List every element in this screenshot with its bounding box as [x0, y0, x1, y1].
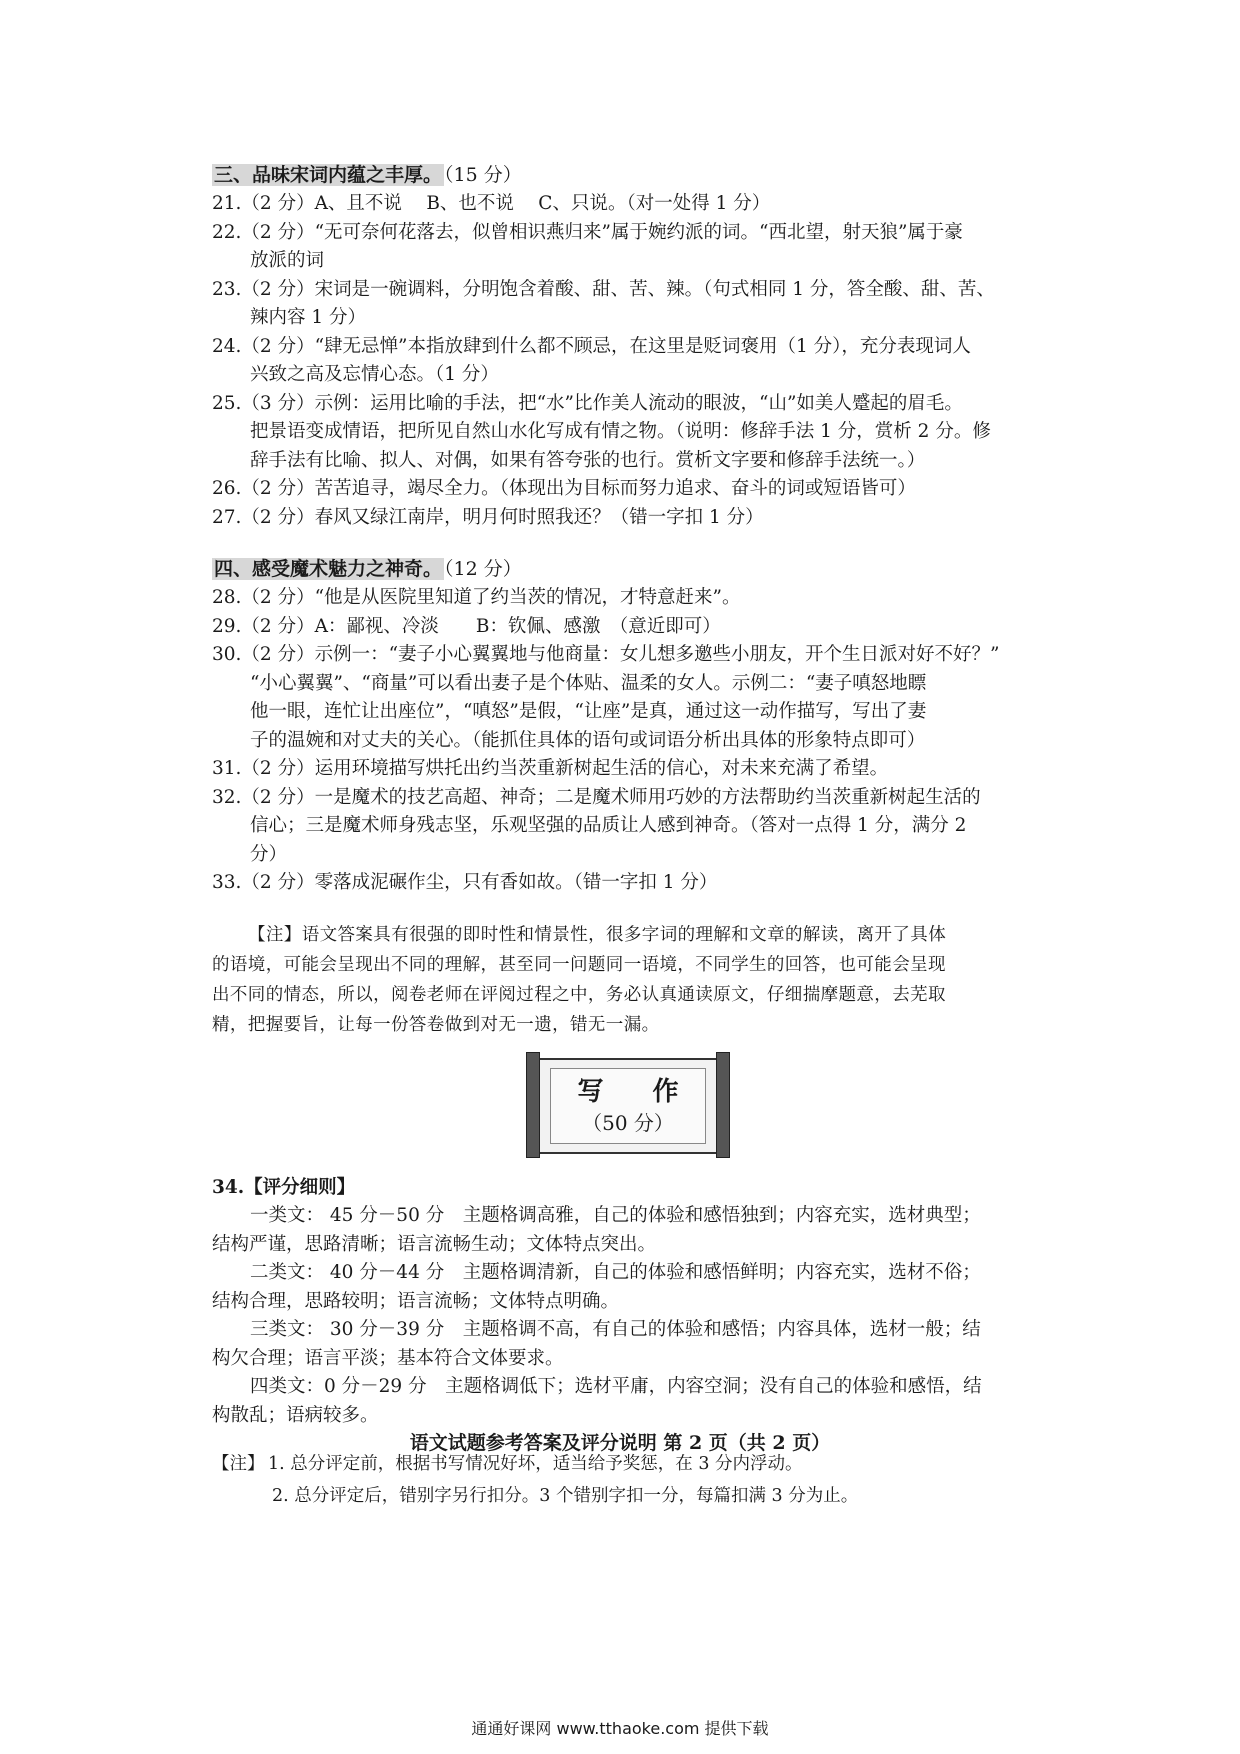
writing-banner	[212, 1048, 1042, 1166]
answer-23: 23.（2 分）宋词是一碗调料，分明饱含着酸、甜、苦、辣。（句式相同 1 分，答全酸、甜、苦、	[212, 278, 995, 300]
grading-note-line-4: 精，把握要旨，让每一份答卷做到对无一遗，错无一漏。	[212, 1014, 660, 1035]
answer-24-cont: 兴致之高及忘情心态。（1 分）	[250, 364, 499, 385]
rubric-class-1: 一类文： 45 分－50 分 主题格调高雅，自己的体验和感悟独到；内容充实，选材典型；	[250, 1205, 981, 1226]
answer-33: 33.（2 分）零落成泥碾作尘，只有香如故。（错一字扣 1 分）	[212, 872, 718, 893]
answer-32-cont-2: 分）	[250, 843, 288, 865]
answer-24: 24.（2 分）“肆无忌惮”本指放肆到什么都不顾忌，在这里是贬词褒用（1 分），充分表现词人	[212, 335, 971, 357]
final-note-label: 【注】	[212, 1454, 265, 1474]
section-3-heading	[212, 160, 1042, 190]
rubric-heading: 34.【评分细则】	[212, 1176, 356, 1198]
final-note	[212, 1448, 1042, 1512]
section-4-title: 四、感受魔术魅力之神奇。	[214, 558, 443, 580]
section-3-points: （15 分）	[444, 164, 522, 186]
answer-25-cont-2: 辞手法有比喻、拟人、对偶，如果有答夸张的也行。赏析文字要和修辞手法统一。）	[250, 449, 926, 471]
answer-31: 31.（2 分）运用环境描写烘托出约当茨重新树起生活的信心，对未来充满了希望。	[212, 758, 889, 779]
writing-points: （50 分）	[582, 1110, 674, 1135]
rubric-class-4: 四类文：0 分－29 分 主题格调低下；选材平庸，内容空洞；没有自己的体验和感悟，结	[250, 1376, 982, 1397]
writing-title: 写 作	[577, 1076, 699, 1107]
scroll-inner	[550, 1068, 706, 1144]
answer-25-cont-1: 把景语变成情语，把所见自然山水化写成有情之物。（说明：修辞手法 1 分，赏析 2 分。修	[250, 421, 991, 442]
grading-note-line-1: 【注】语文答案具有很强的即时性和情景性，很多字词的理解和文章的解读，离开了具体	[248, 924, 947, 945]
page-footer: 语文试题参考答案及评分说明 第 2 页（共 2 页）	[409, 1432, 831, 1454]
grading-note	[212, 920, 1042, 1040]
page-content	[212, 160, 1042, 1512]
final-note-item-2: 2. 总分评定后，错别字另行扣分。3 个错别字扣一分，每篇扣满 3 分为止。	[272, 1486, 859, 1506]
rubric-class-3-cont: 构欠合理；语言平淡；基本符合文体要求。	[212, 1347, 564, 1369]
answer-25: 25.（3 分）示例：运用比喻的手法，把“水”比作美人流动的眼波，“山”如美人蹙起的眉毛。	[212, 392, 963, 414]
answer-21: 21.（2 分）A、且不说 B、也不说 C、只说。（对一处得 1 分）	[212, 193, 771, 214]
answer-22-cont: 放派的词	[250, 250, 325, 271]
rubric-class-1-cont: 结构严谨，思路清晰；语言流畅生动；文体特点突出。	[212, 1233, 657, 1255]
answer-22: 22.（2 分）“无可奈何花落去，似曾相识燕归来”属于婉约派的词。“西北望，射天狼”属于豪	[212, 221, 963, 243]
answer-27: 27.（2 分）春风又绿江南岸，明月何时照我还？（错一字扣 1 分）	[212, 506, 764, 528]
grading-note-line-3: 出不同的情态，所以，阅卷老师在评阅过程之中，务必认真通读原文，仔细揣摩题意，去芜取	[212, 984, 946, 1005]
answer-26: 26.（2 分）苦苦追寻，竭尽全力。（体现出为目标而努力追求、奋斗的词或短语皆可）	[212, 478, 916, 499]
rubric-class-2-cont: 结构合理，思路较明；语言流畅；文体特点明确。	[212, 1290, 620, 1312]
section-4-heading	[212, 554, 1042, 584]
answer-32-cont-1: 信心；三是魔术师身残志坚，乐观坚强的品质让人感到神奇。（答对一点得 1 分，满分 2	[250, 815, 967, 836]
grading-note-line-2: 的语境，可能会呈现出不同的理解，甚至同一问题同一语境，不同学生的回答，也可能会呈现	[212, 954, 946, 975]
scroll-frame	[538, 1058, 718, 1154]
answer-32: 32.（2 分）一是魔术的技艺高超、神奇；二是魔术师用巧妙的方法帮助约当茨重新树起生活的	[212, 786, 981, 808]
download-credit: 通通好课网 www.tthaoke.com 提供下载	[471, 1719, 769, 1738]
answer-30-cont-3: 子的温婉和对丈夫的关心。（能抓住具体的语句或词语分析出具体的形象特点即可）	[250, 729, 926, 751]
section-4-points: （12 分）	[444, 558, 522, 580]
rubric-class-3: 三类文： 30 分－39 分 主题格调不高，有自己的体验和感悟；内容具体，选材一般；结	[250, 1319, 981, 1340]
rubric-class-4-cont: 构散乱；语病较多。	[212, 1404, 379, 1426]
answer-29: 29.（2 分）A：鄙视、冷淡 B：钦佩、感激 （意近即可）	[212, 615, 721, 637]
rubric-class-2: 二类文： 40 分－44 分 主题格调清新，自己的体验和感悟鲜明；内容充实，选材不俗；	[250, 1262, 981, 1283]
final-note-item-1: 1. 总分评定前，根据书写情况好坏，适当给予奖惩，在 3 分内浮动。	[268, 1454, 803, 1474]
answer-23-cont: 辣内容 1 分）	[250, 307, 367, 328]
answer-30-cont-2: 他一眼，连忙让出座位”，“嗔怒”是假，“让座”是真，通过这一动作描写，写出了妻	[250, 701, 927, 722]
answer-28: 28.（2 分）“他是从医院里知道了约当茨的情况，才特意赶来”。	[212, 587, 741, 608]
answer-30-cont-1: “小心翼翼”、“商量”可以看出妻子是个体贴、温柔的女人。示例二：“妻子嗔怒地瞟	[250, 672, 927, 694]
answer-30: 30.（2 分）示例一：“妻子小心翼翼地与他商量：女儿想多邀些小朋友，开个生日派对好不好？”	[212, 644, 1000, 665]
section-3-title: 三、品味宋词内蕴之丰厚。	[214, 164, 443, 186]
